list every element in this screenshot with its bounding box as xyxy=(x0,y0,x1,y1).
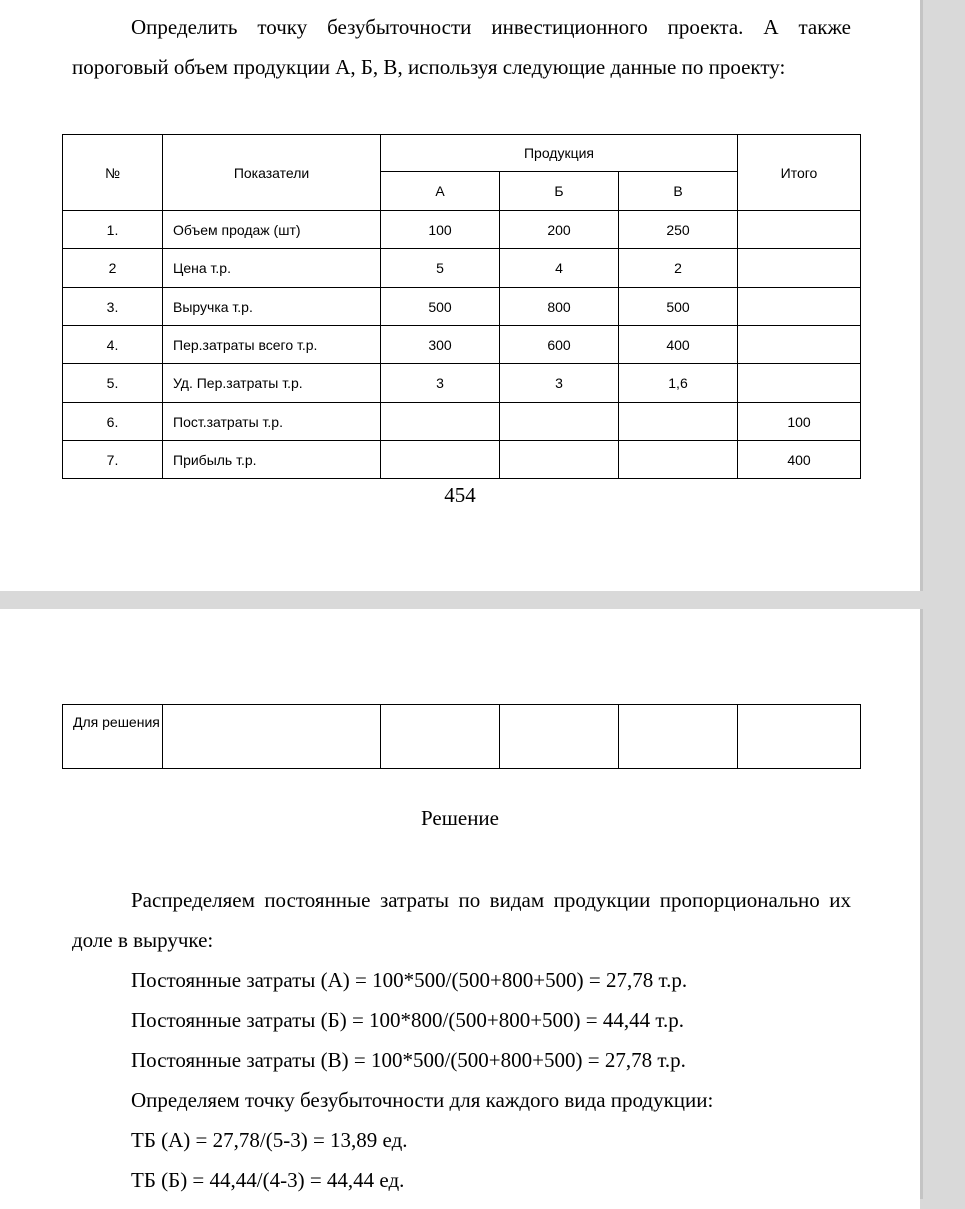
header-indicators: Показатели xyxy=(163,135,381,211)
table-row xyxy=(63,403,861,441)
row-num: 1. xyxy=(63,211,163,249)
solution-heading: Решение xyxy=(420,806,499,830)
table-row xyxy=(63,441,861,479)
data-table xyxy=(62,134,861,479)
row-total xyxy=(738,211,861,249)
row-label: Пост.затраты т.р. xyxy=(163,403,381,441)
row-value-c: 400 xyxy=(619,326,738,364)
empty-cell xyxy=(619,705,738,769)
row-label: Пер.затраты всего т.р. xyxy=(163,326,381,364)
row-value-c xyxy=(619,403,738,441)
table-row xyxy=(63,705,861,769)
row-value-c xyxy=(619,441,738,479)
header-total: Итого xyxy=(738,135,861,211)
row-num: 6. xyxy=(63,403,163,441)
row-num: 4. xyxy=(63,326,163,364)
breakeven-intro: Определяем точку безубыточности для каждого вида продукции: xyxy=(131,1088,714,1112)
header-num: № xyxy=(63,135,163,211)
row-value-c: 250 xyxy=(619,211,738,249)
page-edge xyxy=(920,0,923,591)
empty-cell xyxy=(163,705,381,769)
table-header-row xyxy=(63,135,861,172)
task-intro: Определить точку безубыточности инвестиционного проекта. А также пороговый объем продукции А, Б, В, используя следующие данные по проекту: xyxy=(72,15,851,79)
row-label: Объем продаж (шт) xyxy=(163,211,381,249)
fixed-costs-c: Постоянные затраты (В) = 100*500/(500+800+500) = 27,78 т.р. xyxy=(131,1048,686,1072)
row-value-a: 5 xyxy=(381,249,500,288)
solution-table-row xyxy=(62,704,861,769)
row-value-a: 3 xyxy=(381,364,500,403)
row-value-a xyxy=(381,403,500,441)
row-label: Выручка т.р. xyxy=(163,288,381,326)
row-num: 7. xyxy=(63,441,163,479)
empty-cell xyxy=(738,705,861,769)
row-value-a: 100 xyxy=(381,211,500,249)
row-total xyxy=(738,326,861,364)
row-value-b: 3 xyxy=(500,364,619,403)
solution-row-label: Для решения xyxy=(63,705,163,769)
header-product-a: А xyxy=(381,172,500,211)
row-value-b xyxy=(500,441,619,479)
breakeven-a: ТБ (А) = 27,78/(5-3) = 13,89 ед. xyxy=(131,1128,408,1152)
page-edge xyxy=(920,609,923,1199)
table-row xyxy=(63,288,861,326)
row-value-b: 4 xyxy=(500,249,619,288)
row-value-c: 2 xyxy=(619,249,738,288)
row-value-b xyxy=(500,403,619,441)
row-value-a xyxy=(381,441,500,479)
empty-cell xyxy=(381,705,500,769)
fixed-costs-a: Постоянные затраты (А) = 100*500/(500+800+500) = 27,78 т.р. xyxy=(131,968,688,992)
table-row xyxy=(63,364,861,403)
row-num: 5. xyxy=(63,364,163,403)
row-label: Цена т.р. xyxy=(163,249,381,288)
document-page-2 xyxy=(0,609,920,1209)
row-total xyxy=(738,364,861,403)
fixed-costs-b: Постоянные затраты (Б) = 100*800/(500+800+500) = 44,44 т.р. xyxy=(131,1008,684,1032)
row-value-a: 500 xyxy=(381,288,500,326)
row-num: 3. xyxy=(63,288,163,326)
page-number: 454 xyxy=(444,483,476,507)
table-row xyxy=(63,211,861,249)
table-row xyxy=(63,326,861,364)
row-total xyxy=(738,288,861,326)
row-value-b: 200 xyxy=(500,211,619,249)
document-page-1 xyxy=(0,0,920,591)
row-num: 2 xyxy=(63,249,163,288)
row-value-c: 1,6 xyxy=(619,364,738,403)
row-label: Уд. Пер.затраты т.р. xyxy=(163,364,381,403)
row-value-c: 500 xyxy=(619,288,738,326)
row-value-a: 300 xyxy=(381,326,500,364)
header-product-c: В xyxy=(619,172,738,211)
header-product-b: Б xyxy=(500,172,619,211)
row-total: 400 xyxy=(738,441,861,479)
row-total xyxy=(738,249,861,288)
header-products: Продукция xyxy=(381,135,738,172)
empty-cell xyxy=(500,705,619,769)
breakeven-b: ТБ (Б) = 44,44/(4-3) = 44,44 ед. xyxy=(131,1168,405,1192)
row-value-b: 600 xyxy=(500,326,619,364)
table-row xyxy=(63,249,861,288)
solution-distribute-text: Распределяем постоянные затраты по видам продукции пропорционально их доле в выручке: xyxy=(72,888,851,952)
row-label: Прибыль т.р. xyxy=(163,441,381,479)
row-total: 100 xyxy=(738,403,861,441)
row-value-b: 800 xyxy=(500,288,619,326)
